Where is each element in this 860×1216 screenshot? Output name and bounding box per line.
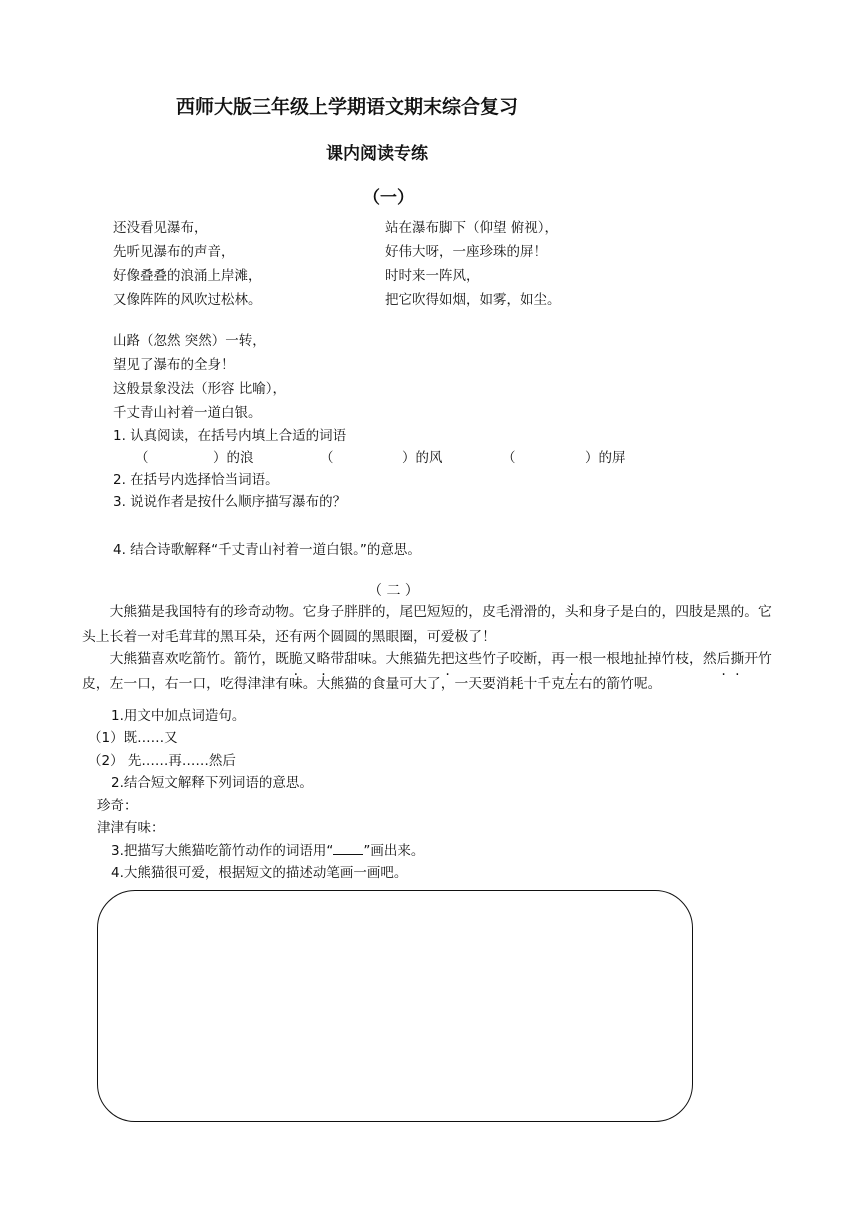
poem-line: 千丈青山衬着一道白银。	[113, 405, 262, 421]
question-1: 1. 认真阅读，在括号内填上合适的词语	[113, 428, 347, 444]
blank-paren: （	[135, 450, 149, 466]
poem-line: 这般景象没法（形容 比喻），	[113, 381, 287, 397]
passage-paragraph-2	[82, 647, 782, 697]
underline-sample	[333, 842, 363, 855]
question-2: 2.结合短文解释下列词语的意思。	[111, 775, 313, 791]
blank-paren: （	[320, 450, 334, 466]
text-span: ”画出来。	[363, 843, 425, 859]
dotted-word: 再	[551, 651, 565, 667]
section-one-heading: （一）	[363, 188, 414, 208]
blank-paren: （	[502, 450, 516, 466]
page-title: 西师大版三年级上学期语文期末综合复习	[176, 96, 519, 118]
text-span: 把这些竹子咬断，	[440, 651, 552, 667]
question-3: 3. 说说作者是按什么顺序描写瀑布的？	[113, 494, 347, 510]
question-4: 4.大熊猫很可爱，根据短文的描述动笔画一画吧。	[111, 865, 408, 881]
poem-line: 站在瀑布脚下（仰望 俯视），	[385, 220, 559, 236]
poem-left-stanza	[113, 216, 262, 312]
sentence-prompt: （1）既……又	[88, 730, 178, 746]
poem-line: 把它吹得如烟，如雾，如尘。	[385, 292, 561, 308]
blank-label: ）的风	[402, 450, 443, 466]
dotted-word: 既	[275, 651, 289, 667]
text-span: 3.把描写大熊猫吃箭竹动作的词语用“	[111, 843, 334, 859]
poem-line: 时时来一阵风，	[385, 268, 480, 284]
poem-line: 望见了瀑布的全身！	[113, 357, 235, 373]
text-span: 撕开竹皮，左一口，右一口，吃得津津有味。大熊猫的食量可大了，一天要消耗十千克左右的箭竹呢。	[82, 651, 772, 692]
page-subtitle: 课内阅读专练	[326, 144, 428, 164]
poem-line: 好像叠叠的浪涌上岸滩，	[113, 268, 262, 284]
blank-label: ）的浪	[213, 450, 254, 466]
section-two-heading: （ 二 ）	[368, 583, 419, 599]
dotted-word: 后	[716, 651, 731, 667]
drawing-box[interactable]	[97, 890, 693, 1122]
poem-bottom-stanza	[113, 329, 286, 425]
poem-line: 还没看见瀑布，	[113, 220, 208, 236]
dotted-word: 又	[302, 651, 317, 667]
poem-right-stanza	[385, 216, 561, 312]
question-2: 2. 在括号内选择恰当词语。	[113, 472, 279, 488]
text-span: 脆	[288, 651, 303, 667]
poem-line: 先听见瀑布的声音，	[113, 244, 235, 260]
poem-line: 又像阵阵的风吹过松林。	[113, 292, 262, 308]
text-span: 一根一根地扯掉竹枝，	[564, 651, 703, 667]
poem-line: 山路（忽然 突然）一转，	[113, 333, 266, 349]
text-span: 大熊猫喜欢吃箭竹。箭竹，	[109, 651, 276, 667]
blank-label: ）的屏	[585, 450, 626, 466]
question-1: 1.用文中加点词造句。	[111, 708, 246, 724]
passage-paragraph-1: 大熊猫是我国特有的珍奇动物。它身子胖胖的，尾巴短短的，皮毛滑滑的，头和身子是白的，四肢是黑的。它头上长着一对毛茸茸的黑耳朵，还有两个圆圆的黑眼圈，可爱极了！	[82, 604, 772, 645]
dotted-word: 先	[426, 651, 441, 667]
term-label: 津津有味：	[97, 820, 165, 836]
question-3	[111, 839, 424, 859]
poem-line: 好伟大呀，一座珍珠的屏！	[385, 244, 547, 260]
term-label: 珍奇：	[97, 798, 138, 814]
sentence-prompt: （2） 先……再……然后	[88, 753, 236, 769]
dotted-word: 然	[702, 651, 717, 667]
question-4: 4. 结合诗歌解释“千丈青山衬着一道白银。”的意思。	[113, 542, 421, 558]
text-span: 略带甜味。大熊猫	[316, 651, 427, 667]
